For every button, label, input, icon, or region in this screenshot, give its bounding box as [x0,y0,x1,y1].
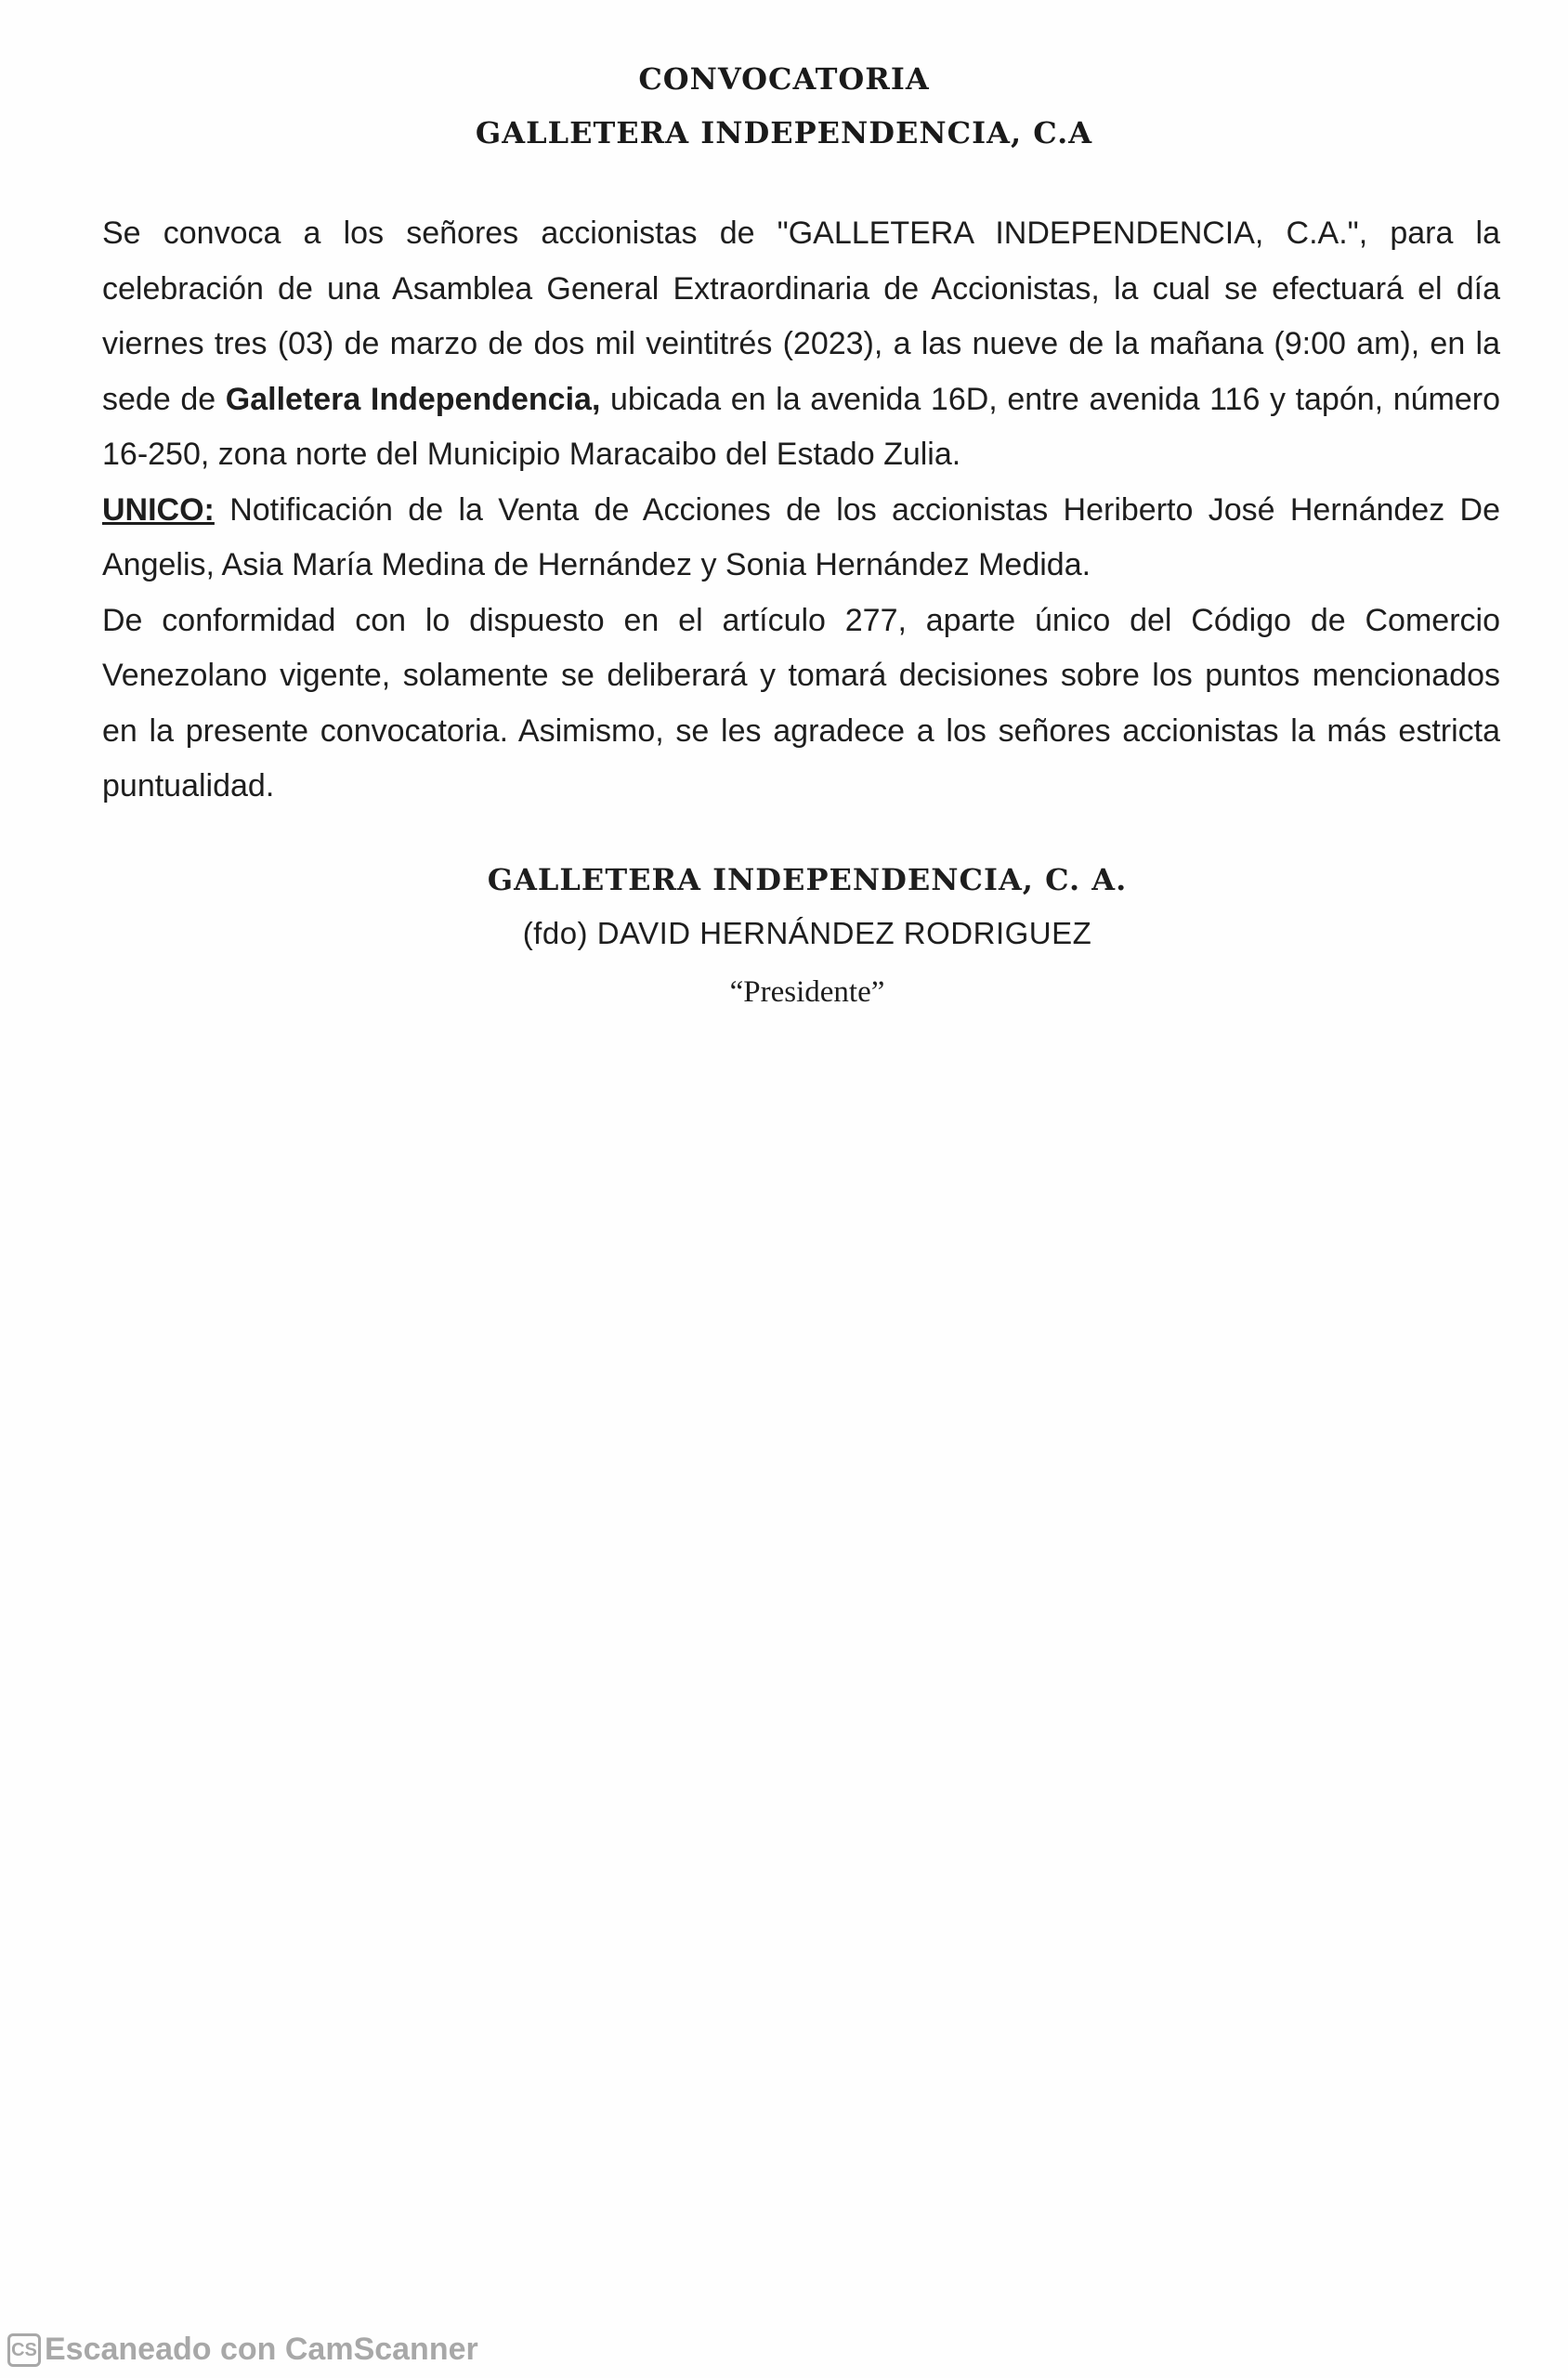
convocation-text-1: Se convoca a los señores accionistas de "GALLETERA INDEPENDENCIA, C.A.", para la celebración de una Asamblea General Extraordinaria de Accionistas, la cual se efectuará el día viernes tres (03) de marzo de dos mil veintitrés (2023), a las nueve de la mañana (9:00 am), en la sede de [102,216,1500,417]
document-title: CONVOCATORIA [638,61,930,97]
camscanner-logo-icon: CS [7,2333,41,2367]
signature-role: “Presidente” [729,975,885,1009]
company-name-bold: Galletera Independencia, [225,381,601,417]
convocation-text-2: ubicada en la avenida 16D, entre avenida 116 y tapón, número 16-250, zona norte del Municipio Maracaibo del Estado Zulia. [102,381,1500,472]
watermark-text: Escaneado con CamScanner [45,2332,478,2367]
convocation-paragraph [102,206,1500,483]
signature-company: GALLETERA INDEPENDENCIA, C. A. [487,862,1128,897]
unico-label: UNICO: [102,491,215,528]
legal-paragraph: De conformidad con lo dispuesto en el artículo 277, aparte único del Código de Comercio Venezolano vigente, solamente se deliberará y tomará decisiones sobre los puntos mencionados en la presente convocatoria. Asimismo, se les agradece a los señores accionistas la más estricta puntualidad. [102,602,1500,804]
signature-name: (fdo) DAVID HERNÁNDEZ RODRIGUEZ [522,916,1092,950]
unico-text: Notificación de la Venta de Acciones de los accionistas Heriberto José Hernández De Angelis, Asia María Medina de Hernández y Sonia Hernández Medida. [102,491,1500,582]
camscanner-watermark [7,2332,478,2368]
unico-paragraph [102,483,1500,594]
company-heading: GALLETERA INDEPENDENCIA, C.A [475,115,1093,150]
document-body [102,206,1500,815]
